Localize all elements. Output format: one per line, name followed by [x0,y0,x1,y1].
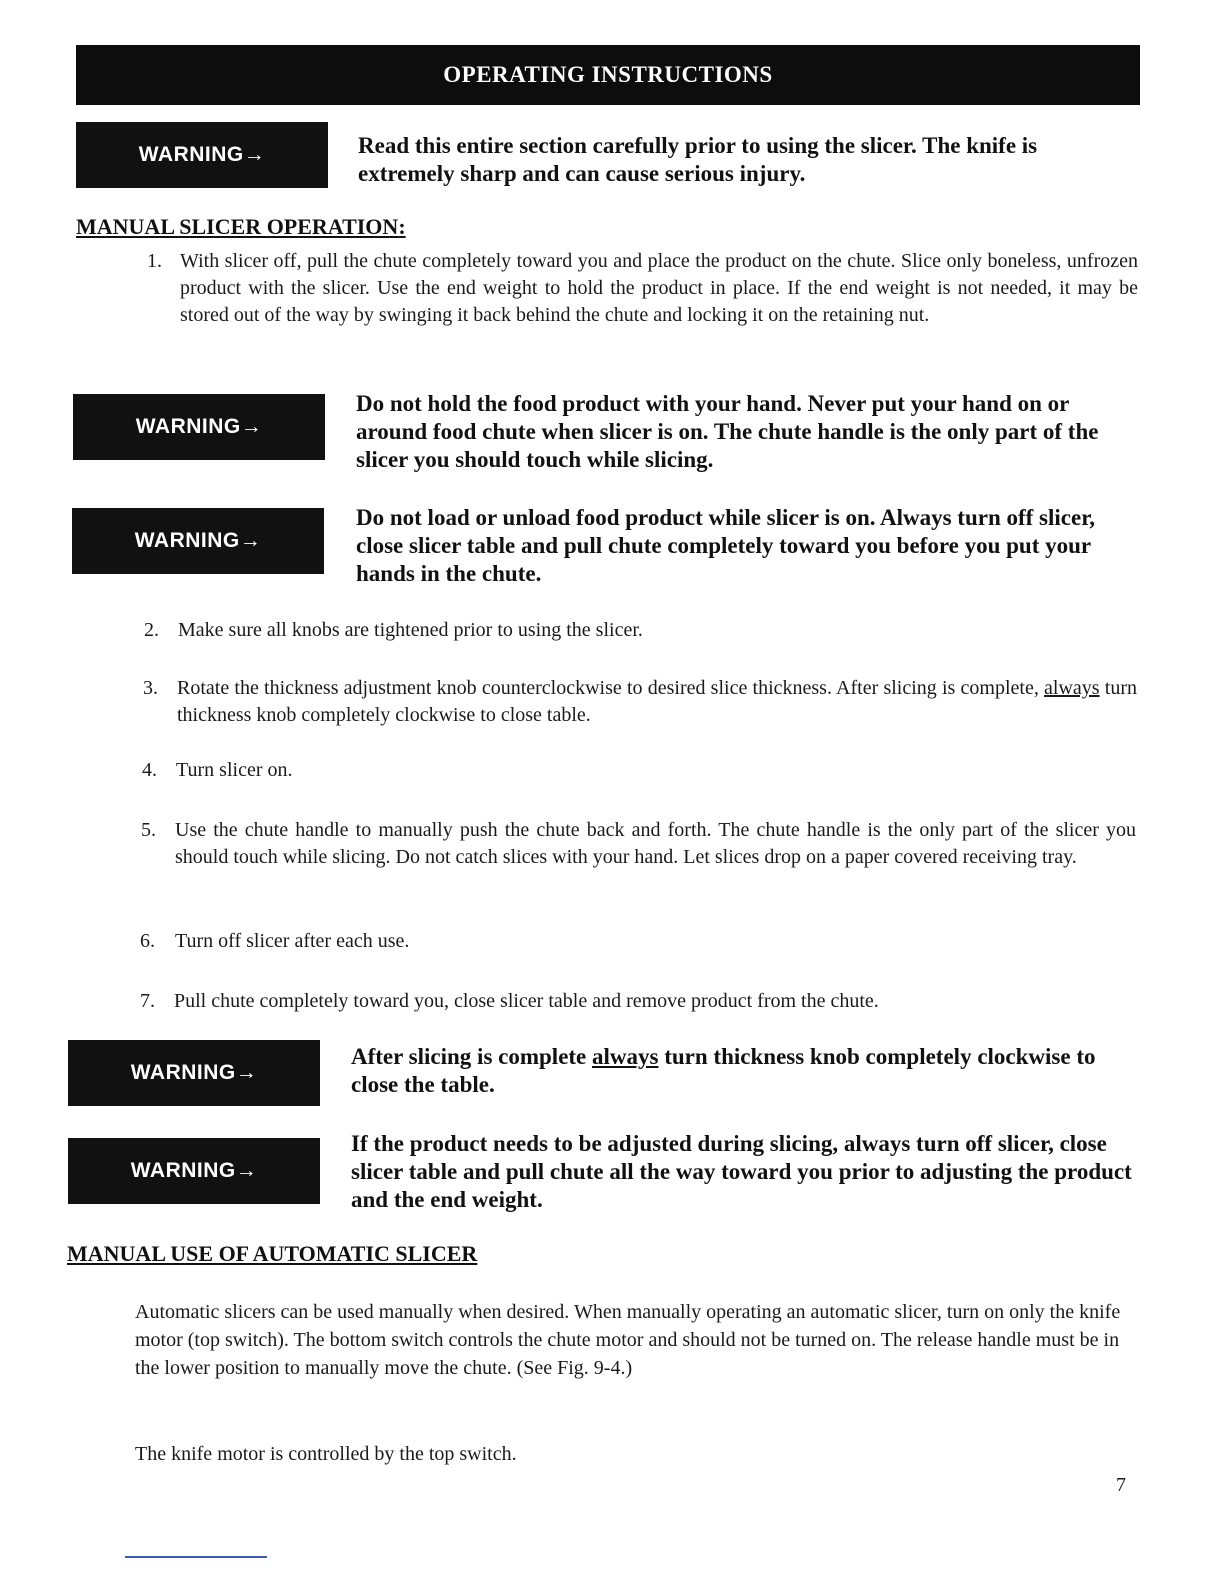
warning-text-2: Do not hold the food product with your hand. Never put your hand on or around food chute when slicer is on. The chute handle is the only part of the slicer you should touch while slicing. [356,391,1099,472]
section-title-automatic-slicer: MANUAL USE OF AUTOMATIC SLICER [67,1241,478,1266]
warning-badge-4 [68,1040,320,1106]
paragraph-knife-motor: The knife motor is controlled by the top switch. [135,1443,517,1465]
warning-badge-2 [73,394,325,460]
list-item-number-1: 1. [147,250,162,272]
list-item-number-2: 2. [144,619,159,641]
emphasis-always: always [1044,677,1100,699]
warning-text-3: Do not load or unload food product while slicer is on. Always turn off slicer, close slicer table and pull chute completely toward you before you put your hands in the chute. [356,505,1096,586]
warning-label: WARNING→ [130,1061,258,1084]
warning-badge-5 [68,1138,320,1204]
list-item-text-1: With slicer off, pull the chute completely toward you and place the product on the chute. Slice only boneless, unfrozen product with the slicer. Use the end weight to hold the product in place. If the end weight is not needed, it may be stored out of the way by swinging it back behind the chute and locking it on the retaining nut. [180,250,1138,326]
list-item-text-5: Use the chute handle to manually push the chute back and forth. The chute handle is the only part of the slicer you should touch while slicing. Do not catch slices with your hand. Let slices drop on a paper covered receiving tray. [175,819,1136,868]
list-item-text-7: Pull chute completely toward you, close slicer table and remove product from the chute. [174,990,879,1012]
warning-label: WARNING→ [130,1159,258,1182]
footer-divider-line [125,1556,267,1558]
list-item-number-4: 4. [142,759,157,781]
paragraph-automatic-manual-use: Automatic slicers can be used manually when desired. When manually operating an automatic slicer, turn on only the knife motor (top switch). The bottom switch controls the chute motor and should not be turned on. The release handle must be in the lower position to manually move the chute. (See Fig. 9-4.) [135,1301,1121,1379]
list-item-text-2: Make sure all knobs are tightened prior to using the slicer. [178,619,643,641]
warning-label: WARNING→ [138,143,266,166]
list-item-number-5: 5. [141,819,156,841]
section-title-manual-operation: MANUAL SLICER OPERATION: [76,214,406,239]
warning-text-1: Read this entire section carefully prior to using the slicer. The knife is extremely sharp and can cause serious injury. [358,133,1038,186]
page-number: 7 [1116,1474,1126,1496]
emphasis-always: always [592,1044,659,1069]
page-header-bar [76,45,1140,105]
warning-label: WARNING→ [135,415,263,438]
warning-label: WARNING→ [134,529,262,552]
list-item-text-4: Turn slicer on. [176,759,293,781]
list-item-text-6: Turn off slicer after each use. [175,930,410,952]
warning-badge-1 [76,122,328,188]
warning-text-5: If the product needs to be adjusted during slicing, always turn off slicer, close slicer table and pull chute all the way toward you prior to adjusting the product and the end weight. [351,1131,1132,1212]
list-item-number-7: 7. [140,990,155,1012]
list-item-number-3: 3. [143,677,158,699]
list-item-text-3: Rotate the thickness adjustment knob counterclockwise to desired slice thickness. After slicing is complete, always turn thickness knob completely clockwise to close table. [177,677,1137,726]
list-item-number-6: 6. [140,930,155,952]
page-title: OPERATING INSTRUCTIONS [443,62,773,87]
warning-text-4: After slicing is complete always turn thickness knob completely clockwise to close the table. [351,1044,1096,1097]
warning-badge-3 [72,508,324,574]
